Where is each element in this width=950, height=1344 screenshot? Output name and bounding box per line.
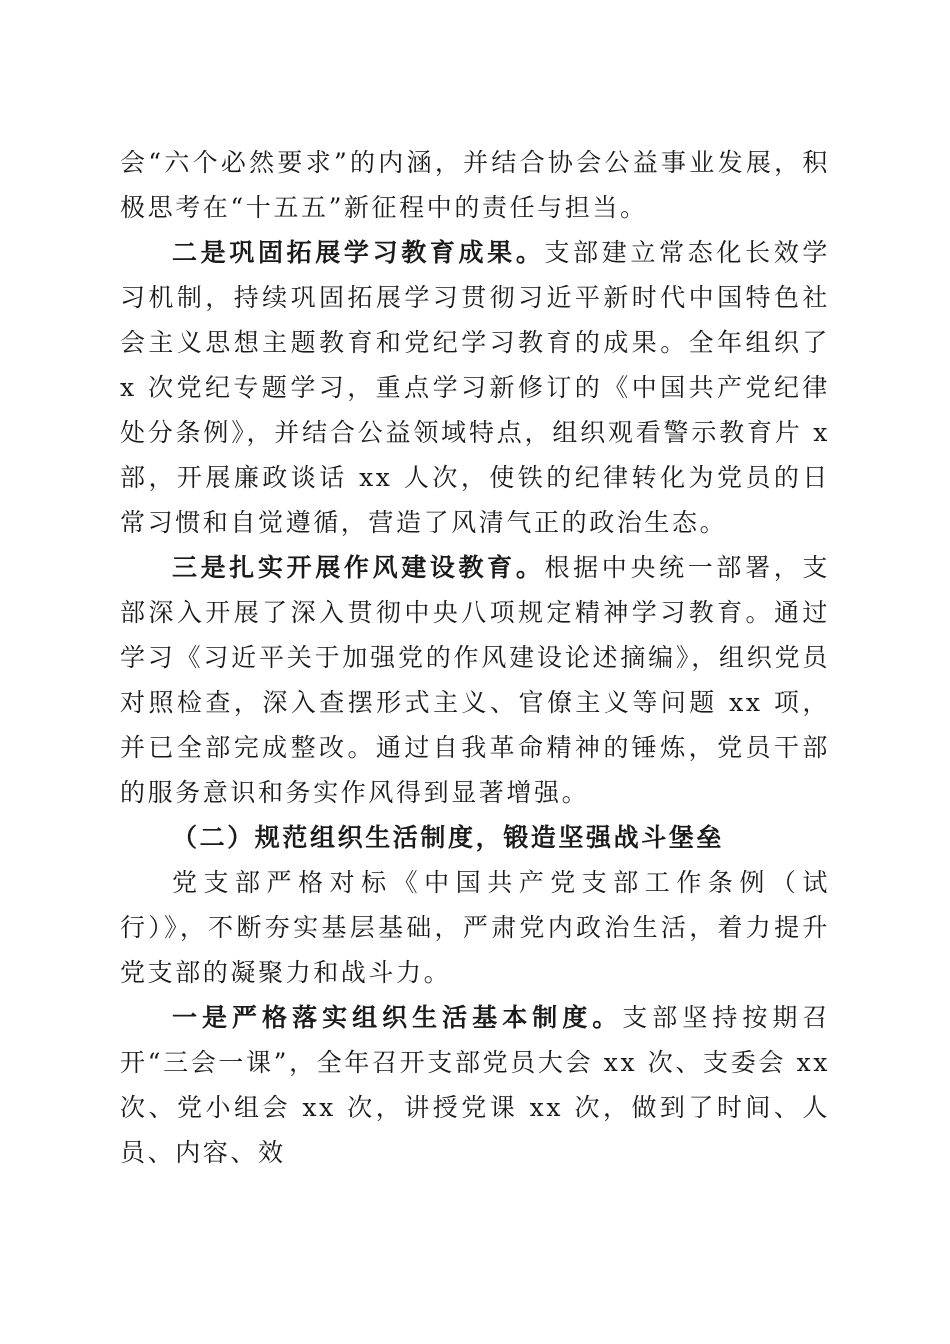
paragraph-branch-regulations: 党支部严格对标《中国共产党支部工作条例（试行）》，不断夯实基层基础，严肃党内政治生活，着力提升党支部的凝聚力和战斗力。 (120, 868, 830, 987)
paragraph-lead-text: 一是严格落实组织生活基本制度。 (172, 1003, 623, 1032)
paragraph-organization-life (120, 995, 830, 1175)
paragraph-work-style (120, 545, 830, 815)
paragraph-lead-text: 二是巩固拓展学习教育成果。 (172, 238, 545, 267)
paragraph-body-text: 支部坚持按期召开“三会一课”，全年召开支部党员大会 xx 次、支委会 xx 次、党小组会 xx 次，讲授党课 xx 次，做到了时间、人员、内容、效 (120, 1003, 830, 1167)
document-body (120, 140, 830, 1175)
paragraph-body-text: 支部建立常态化长效学习机制，持续巩固拓展学习贯彻习近平新时代中国特色社会主义思想主题教育和党纪学习教育的成果。全年组织了 x 次党纪专题学习，重点学习新修订的《中国共产党纪律处分条例》，并结合公益领域特点，组织观看警示教育片 x 部，开展廉政谈话 xx 人次，使铁的纪律转化为党员的日常习惯和自觉遵循，营造了风清气正的政治生态。 (120, 238, 830, 537)
paragraph-consolidate-learning (120, 230, 830, 545)
paragraph-lead-text: 三是扎实开展作风建设教育。 (172, 553, 545, 582)
paragraph-body-text: 根据中央统一部署，支部深入开展了深入贯彻中央八项规定精神学习教育。通过学习《习近平关于加强党的作风建设论述摘编》，组织党员对照检查，深入查摆形式主义、官僚主义等问题 xx 项，并已全部完成整改。通过自我革命精神的锤炼，党员干部的服务意识和务实作风得到显著增强。 (120, 553, 830, 807)
section-heading: （二）规范组织生活制度，锻造坚强战斗堡垒 (172, 823, 725, 852)
paragraph-continuation: 会“六个必然要求”的内涵，并结合协会公益事业发展，积极思考在“十五五”新征程中的责任与担当。 (120, 148, 830, 222)
